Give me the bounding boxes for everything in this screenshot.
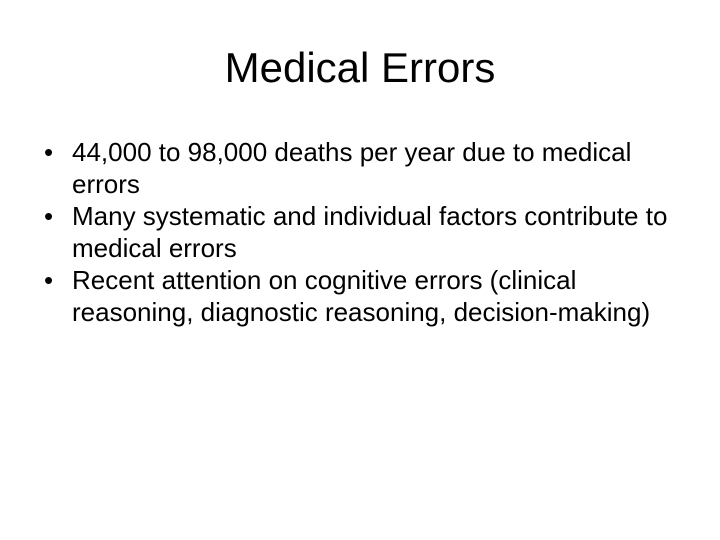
bullet-text: 44,000 to 98,000 deaths per year due to medical errors — [72, 137, 632, 199]
slide-title: Medical Errors — [224, 44, 496, 91]
bullet-list — [44, 136, 684, 328]
bullet-item-deaths — [44, 136, 684, 200]
bullet-text: Recent attention on cognitive errors (clinical reasoning, diagnostic reasoning, decision-making) — [72, 265, 651, 327]
bullet-icon: • — [44, 137, 54, 167]
bullet-text: Many systematic and individual factors contribute to medical errors — [72, 201, 668, 263]
bullet-icon: • — [44, 201, 54, 231]
bullet-item-cognitive — [44, 264, 684, 328]
bullet-item-factors — [44, 200, 684, 264]
bullet-icon: • — [44, 265, 54, 295]
